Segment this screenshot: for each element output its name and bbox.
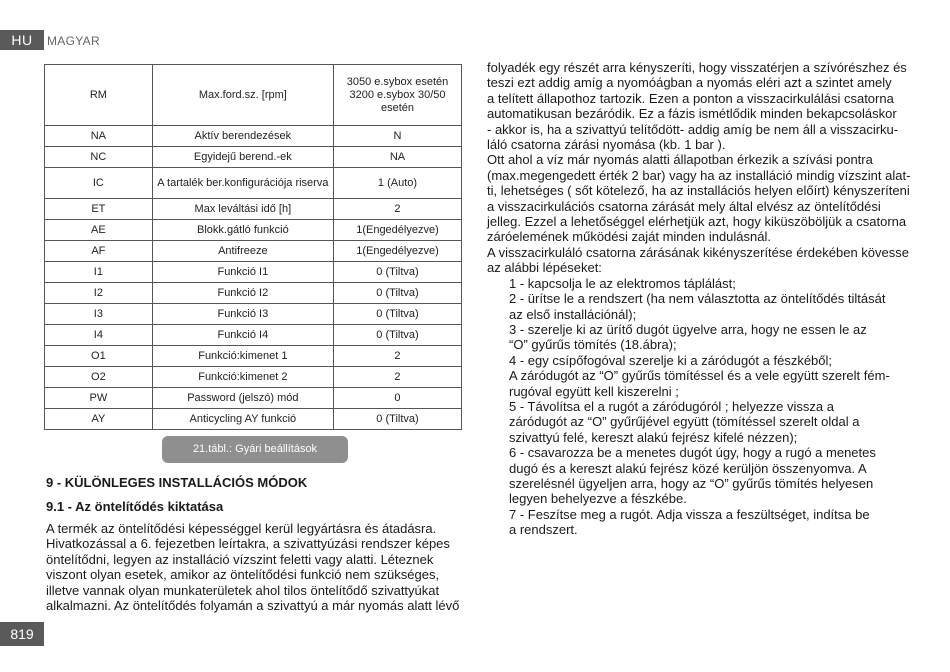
table-row xyxy=(45,262,462,283)
text-line: 6 - csavarozza be a menetes dugót úgy, hogy a rugó a menetes xyxy=(509,445,876,461)
table-row xyxy=(45,241,462,262)
param-value-cell: 0 xyxy=(333,388,461,409)
param-value-cell: 0 (Tiltva) xyxy=(333,325,461,346)
text-line: a rendszert. xyxy=(509,522,578,538)
text-line: 2 - ürítse le a rendszert (ha nem választotta az öntelítődés tiltását xyxy=(509,291,886,307)
param-code-cell: IC xyxy=(45,168,153,199)
table-row xyxy=(45,367,462,388)
text-line: A termék az öntelítődési képességgel kerül legyártásra és átadásra. xyxy=(46,521,437,536)
table-row xyxy=(45,283,462,304)
text-line: teszi ezt addig amíg a nyomóágban a nyomás eléri azt a szintet amely xyxy=(487,75,892,91)
section-subtitle: 9.1 - Az öntelítődés kiktatása xyxy=(46,499,224,514)
text-line: záróelemének működési zaját minden indulásnál. xyxy=(487,229,771,245)
text-line: az első installációnál); xyxy=(509,306,637,322)
text-line: ti, lehetséges ( sőt kötelező, ha az installációs helyen előírt) kényszeríteni xyxy=(487,183,910,199)
param-value-cell: 2 xyxy=(333,367,461,388)
text-line: legyen behelyezve a fészkébe. xyxy=(509,491,687,507)
table-row xyxy=(45,325,462,346)
param-value-cell: 1 (Auto) xyxy=(333,168,461,199)
table-row xyxy=(45,409,462,430)
text-line: jelleg. Ezzel a lehetőséggel elérhetjük azt, hogy kiküszöböljük a csatorna xyxy=(487,214,907,230)
factory-settings-table xyxy=(44,64,462,430)
text-line: 5 - Távolítsa el a rugót a záródugóról ; helyezze vissza a xyxy=(509,398,834,414)
text-line: Hivatkozással a 6. fejezetben leírtakra, a szivattyúzási rendszer képes xyxy=(46,536,450,552)
text-line: A visszacirkuláló csatorna zárásának kikényszerítése érdekében kövesse xyxy=(487,244,909,260)
param-description-cell: Password (jelszó) mód xyxy=(152,388,333,409)
param-value-cell: 0 (Tiltva) xyxy=(333,409,461,430)
param-description-cell: Funkció I2 xyxy=(152,283,333,304)
instructions-column xyxy=(487,60,912,538)
table-row xyxy=(45,126,462,147)
param-code-cell: I4 xyxy=(45,325,153,346)
param-description-cell: Max.ford.sz. [rpm] xyxy=(152,65,333,126)
table-row xyxy=(45,304,462,325)
param-value-cell: 1(Engedélyezve) xyxy=(333,241,461,262)
text-line: szerelésnél ügyeljen arra, hogy az “O” gyűrűs tömítés helyesen xyxy=(509,475,874,491)
param-description-cell: Max leváltási idő [h] xyxy=(152,199,333,220)
table-row xyxy=(45,168,462,199)
param-value-cell: 0 (Tiltva) xyxy=(333,283,461,304)
param-code-cell: AE xyxy=(45,220,153,241)
param-description-cell: A tartalék ber.konfigurációja riserva xyxy=(152,168,333,199)
table-row xyxy=(45,147,462,168)
param-code-cell: NA xyxy=(45,126,153,147)
text-line: - akkor is, ha a szivattyú telítődött- addig amíg be nem áll a visszacirku- xyxy=(487,121,899,137)
param-description-cell: Aktív berendezések xyxy=(152,126,333,147)
text-line: 7 - Feszítse meg a rugót. Adja vissza a feszültséget, indítsa be xyxy=(509,506,870,522)
param-description-cell: Egyidejű berend.-ek xyxy=(152,147,333,168)
param-code-cell: AF xyxy=(45,241,153,262)
table-row xyxy=(45,388,462,409)
param-value-cell: NA xyxy=(333,147,461,168)
text-line: öntelítődni, legyen az installáció vízszint feletti vagy alatti. Léteznek xyxy=(46,551,434,567)
text-line: viszont olyan esetek, amikor az öntelítődési funkció nem szükséges, xyxy=(46,567,440,583)
param-code-cell: O2 xyxy=(45,367,153,388)
table-row xyxy=(45,65,462,126)
param-description-cell: Funkció I1 xyxy=(152,262,333,283)
param-description-cell: Blokk.gátló funkció xyxy=(152,220,333,241)
param-code-cell: I2 xyxy=(45,283,153,304)
intro-paragraph xyxy=(46,521,466,613)
text-line: a visszacirkulációs csatorna zárását mely által elvész az öntelítődési xyxy=(487,198,881,214)
text-line: A záródugót az “O” gyűrűs tömítéssel és a vele együtt szerelt fém- xyxy=(509,368,890,384)
text-line: alkalmazni. Az öntelítődés folyamán a szivattyú a már nyomás alatt lévő xyxy=(46,598,460,614)
text-line: szivattyú felé, kereszt alakú fejrész kifelé nézzen); xyxy=(509,429,798,445)
text-line: automatikusan bezáródik. Ez a fázis ismétlődik minden bekapcsoláskor xyxy=(487,106,897,122)
language-name: MAGYAR xyxy=(47,34,100,48)
param-description-cell: Funkció I3 xyxy=(152,304,333,325)
text-line: az alábbi lépéseket: xyxy=(487,260,602,276)
param-description-cell: Anticycling AY funkció xyxy=(152,409,333,430)
param-value-cell: 3050 e.sybox esetén 3200 e.sybox 30/50 esetén xyxy=(333,65,461,126)
text-line: “O” gyűrűs tömítés (18.ábra); xyxy=(509,337,677,353)
text-line: (max.megengedett érték 2 bar) vagy ha az installáció mindig vízszint alat- xyxy=(487,167,911,183)
text-line: 4 - egy csípőfogóval szerelje ki a záródugót a fészkéből; xyxy=(509,352,833,368)
param-value-cell: N xyxy=(333,126,461,147)
param-code-cell: AY xyxy=(45,409,153,430)
page-number: 819 xyxy=(0,622,44,646)
param-code-cell: I3 xyxy=(45,304,153,325)
text-line: rugóval együtt kell kiszerelni ; xyxy=(509,383,679,399)
param-code-cell: O1 xyxy=(45,346,153,367)
param-description-cell: Funkció:kimenet 1 xyxy=(152,346,333,367)
section-title: 9 - KÜLÖNLEGES INSTALLÁCIÓS MÓDOK xyxy=(46,475,308,490)
param-value-cell: 1(Engedélyezve) xyxy=(333,220,461,241)
text-line: dugó és a kereszt alakú fejrész közé kerüljön összenyomva. A xyxy=(509,460,867,476)
text-line: 3 - szerelje ki az ürítő dugót ügyelve arra, hogy ne essen le az xyxy=(509,321,867,337)
param-value-cell: 0 (Tiltva) xyxy=(333,262,461,283)
param-code-cell: PW xyxy=(45,388,153,409)
param-description-cell: Funkció I4 xyxy=(152,325,333,346)
param-description-cell: Funkció:kimenet 2 xyxy=(152,367,333,388)
language-code-tab: HU xyxy=(0,30,44,50)
text-line: Ott ahol a víz már nyomás alatti állapotban érkezik a szívási pontra xyxy=(487,152,873,168)
table-caption: 21.tábl.: Gyári beállítások xyxy=(162,436,348,463)
table-row xyxy=(45,199,462,220)
table-row xyxy=(45,346,462,367)
param-code-cell: ET xyxy=(45,199,153,220)
param-code-cell: NC xyxy=(45,147,153,168)
text-line: záródugót az “O” gyűrűjével együtt (tömítéssel szerelt oldal a xyxy=(509,414,860,430)
table-row xyxy=(45,220,462,241)
text-line: illetve vannak olyan munkaterületek ahol tilos öntelítődő szivattyúkat xyxy=(46,582,440,598)
param-value-cell: 2 xyxy=(333,346,461,367)
param-code-cell: RM xyxy=(45,65,153,126)
param-value-cell: 2 xyxy=(333,199,461,220)
param-value-cell: 0 (Tiltva) xyxy=(333,304,461,325)
text-line: láló csatorna zárási nyomása (kb. 1 bar ). xyxy=(487,137,726,153)
text-line: folyadék egy részét arra kényszeríti, hogy visszatérjen a szívórészhez és xyxy=(487,60,907,75)
param-description-cell: Antifreeze xyxy=(152,241,333,262)
text-line: a telített állapothoz tartozik. Ezen a ponton a visszacirkulálási csatorna xyxy=(487,90,894,106)
param-code-cell: I1 xyxy=(45,262,153,283)
text-line: 1 - kapcsolja le az elektromos táplálást; xyxy=(509,275,736,291)
